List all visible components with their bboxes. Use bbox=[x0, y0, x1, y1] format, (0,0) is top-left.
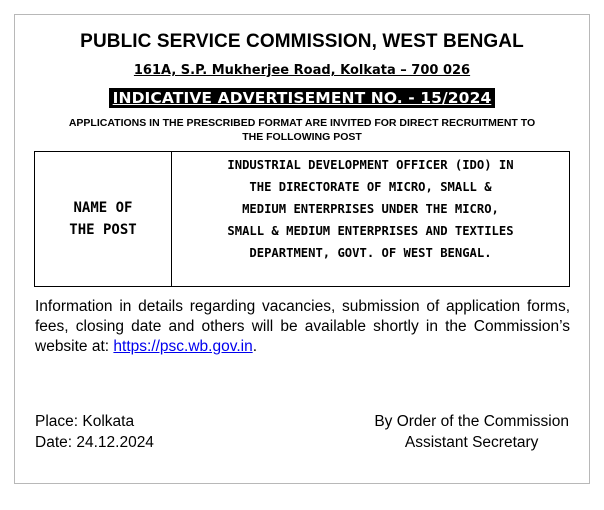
invitation-text bbox=[35, 116, 569, 144]
order-text: By Order of the Commission bbox=[374, 413, 569, 430]
post-table bbox=[34, 151, 570, 287]
place-date-block bbox=[35, 411, 154, 453]
post-name: INDUSTRIAL DEVELOPMENT OFFICER (IDO) IN THE DIRECTORATE OF MICRO, SMALL & MEDIUM ENTERPRISES UNDER THE MICRO, SMALL & MEDIUM ENTERPRISES AND TEXTILES DEPARTMENT, GOVT. OF WEST BENGAL. bbox=[227, 158, 514, 260]
advertisement-notice bbox=[14, 14, 590, 484]
post-label: NAME OF THE POST bbox=[69, 200, 137, 238]
information-text: Information in details regarding vacancies, submission of application forms, fees, closing date and others will be available shortly in the Commission’s website at: bbox=[35, 298, 570, 355]
advertisement-number: INDICATIVE ADVERTISEMENT NO. - 15/2024 bbox=[109, 88, 496, 108]
commission-address: 161A, S.P. Mukherjee Road, Kolkata – 700 026 bbox=[133, 63, 471, 78]
invitation-line-1: APPLICATIONS IN THE PRESCRIBED FORMAT ARE INVITED FOR DIRECT RECRUITMENT TO bbox=[68, 117, 536, 129]
invitation-line-2: THE FOLLOWING POST bbox=[242, 131, 362, 143]
information-paragraph bbox=[35, 297, 570, 357]
information-suffix: . bbox=[252, 338, 257, 355]
place-text: Place: Kolkata bbox=[35, 413, 135, 430]
post-value-cell bbox=[172, 152, 569, 286]
signatory-text: Assistant Secretary bbox=[404, 434, 539, 451]
signature-block bbox=[374, 411, 569, 453]
date-text: Date: 24.12.2024 bbox=[35, 434, 154, 451]
commission-title: PUBLIC SERVICE COMMISSION, WEST BENGAL bbox=[80, 31, 524, 52]
advertisement-banner bbox=[15, 88, 589, 108]
post-label-cell bbox=[35, 152, 172, 286]
website-link[interactable]: https://psc.wb.gov.in bbox=[113, 338, 253, 355]
